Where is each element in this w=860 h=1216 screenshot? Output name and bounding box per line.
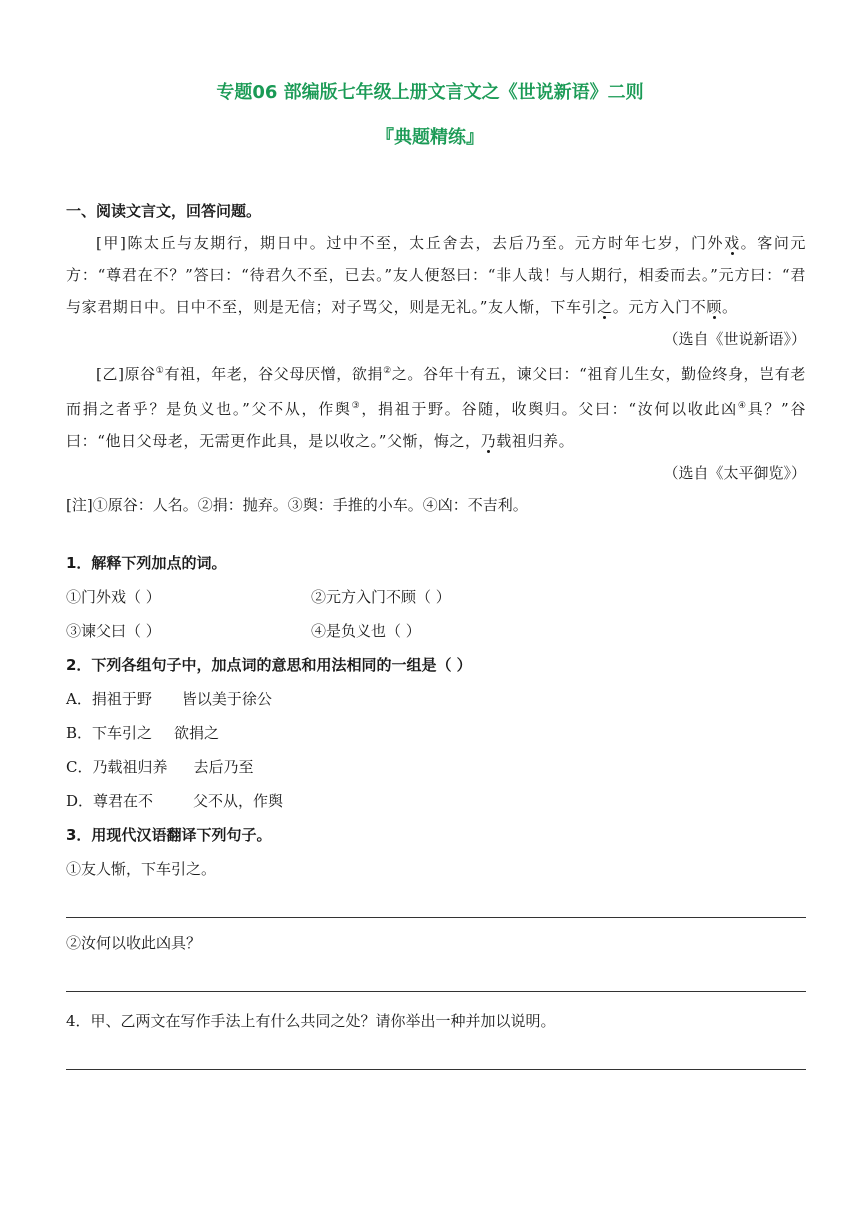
question-3-stem: 3．用现代汉语翻译下列句子。 [66,826,272,844]
answer-line-1 [66,916,806,918]
option-c: C．乃载祖归养 去后乃至 [66,758,254,776]
passage-yi: [乙]原谷①有祖，年老，谷父母厌憎，欲捐②之。谷年十有五，谏父曰：“祖育儿生女，勤俭终身，岂有老而捐之者乎？是负义也。”父不从，作舆③，捐祖于野。谷随，收舆归。父曰：“汝何以收此凶④具？”谷曰：“他日父母老，无需更作此具，是以收之。”父惭，悔之，乃载祖归养。 [66,365,806,450]
question-1-item-4: ④是负义也（ ） [311,622,421,640]
passage-yi-source: （选自《太平御览》） [663,464,806,482]
question-1-row-2 [66,614,806,648]
passage-jia: [甲]陈太丘与友期行，期日中。过中不至，太丘舍去，去后乃至。元方时年七岁，门外戏。客问元方：“尊君在不？”答曰：“待君久不至，已去。”友人便怒曰：“非人哉！与人期行，相委而去。”元方曰：“君与家君期日中。日中不至，则是无信；对子骂父，则是无礼。”友人惭，下车引之。元方入门不顾。 [66,234,806,316]
section-heading: 一、阅读文言文，回答问题。 [66,202,262,220]
question-1-item-2: ②元方入门不顾（ ） [311,588,451,606]
question-1-item-1: ①门外戏（ ） [66,588,161,606]
option-b: B．下车引之 欲捐之 [66,724,220,742]
question-3-sentence-1: ①友人惭，下车引之。 [66,860,217,878]
document-body [66,195,806,1070]
question-2-stem: 2．下列各组句子中，加点词的意思和用法相同的一组是（ ） [66,656,472,674]
annotation-note: [注]①原谷：人名。②捐：抛弃。③舆：手推的小车。④凶：不吉利。 [66,496,528,514]
answer-line-3 [66,1068,806,1070]
option-a: A．捐祖于野 皆以美于徐公 [66,690,272,708]
question-1-stem: 1．解释下列加点的词。 [66,554,227,572]
option-d: D．尊君在不 父不从，作舆 [66,792,284,810]
question-3-sentence-2: ②汝何以收此凶具？ [66,934,202,952]
answer-line-2 [66,990,806,992]
question-1-item-3: ③谏父曰（ ） [66,622,161,640]
passage-jia-source: （选自《世说新语》） [663,330,806,348]
question-4-stem: 4．甲、乙两文在写作手法上有什么共同之处？请你举出一种并加以说明。 [66,1012,556,1030]
page-title: 专题06 部编版七年级上册文言文之《世说新语》二则 [216,82,644,103]
page-subtitle: 『典题精练』 [376,127,484,148]
question-1-row-1 [66,580,806,614]
